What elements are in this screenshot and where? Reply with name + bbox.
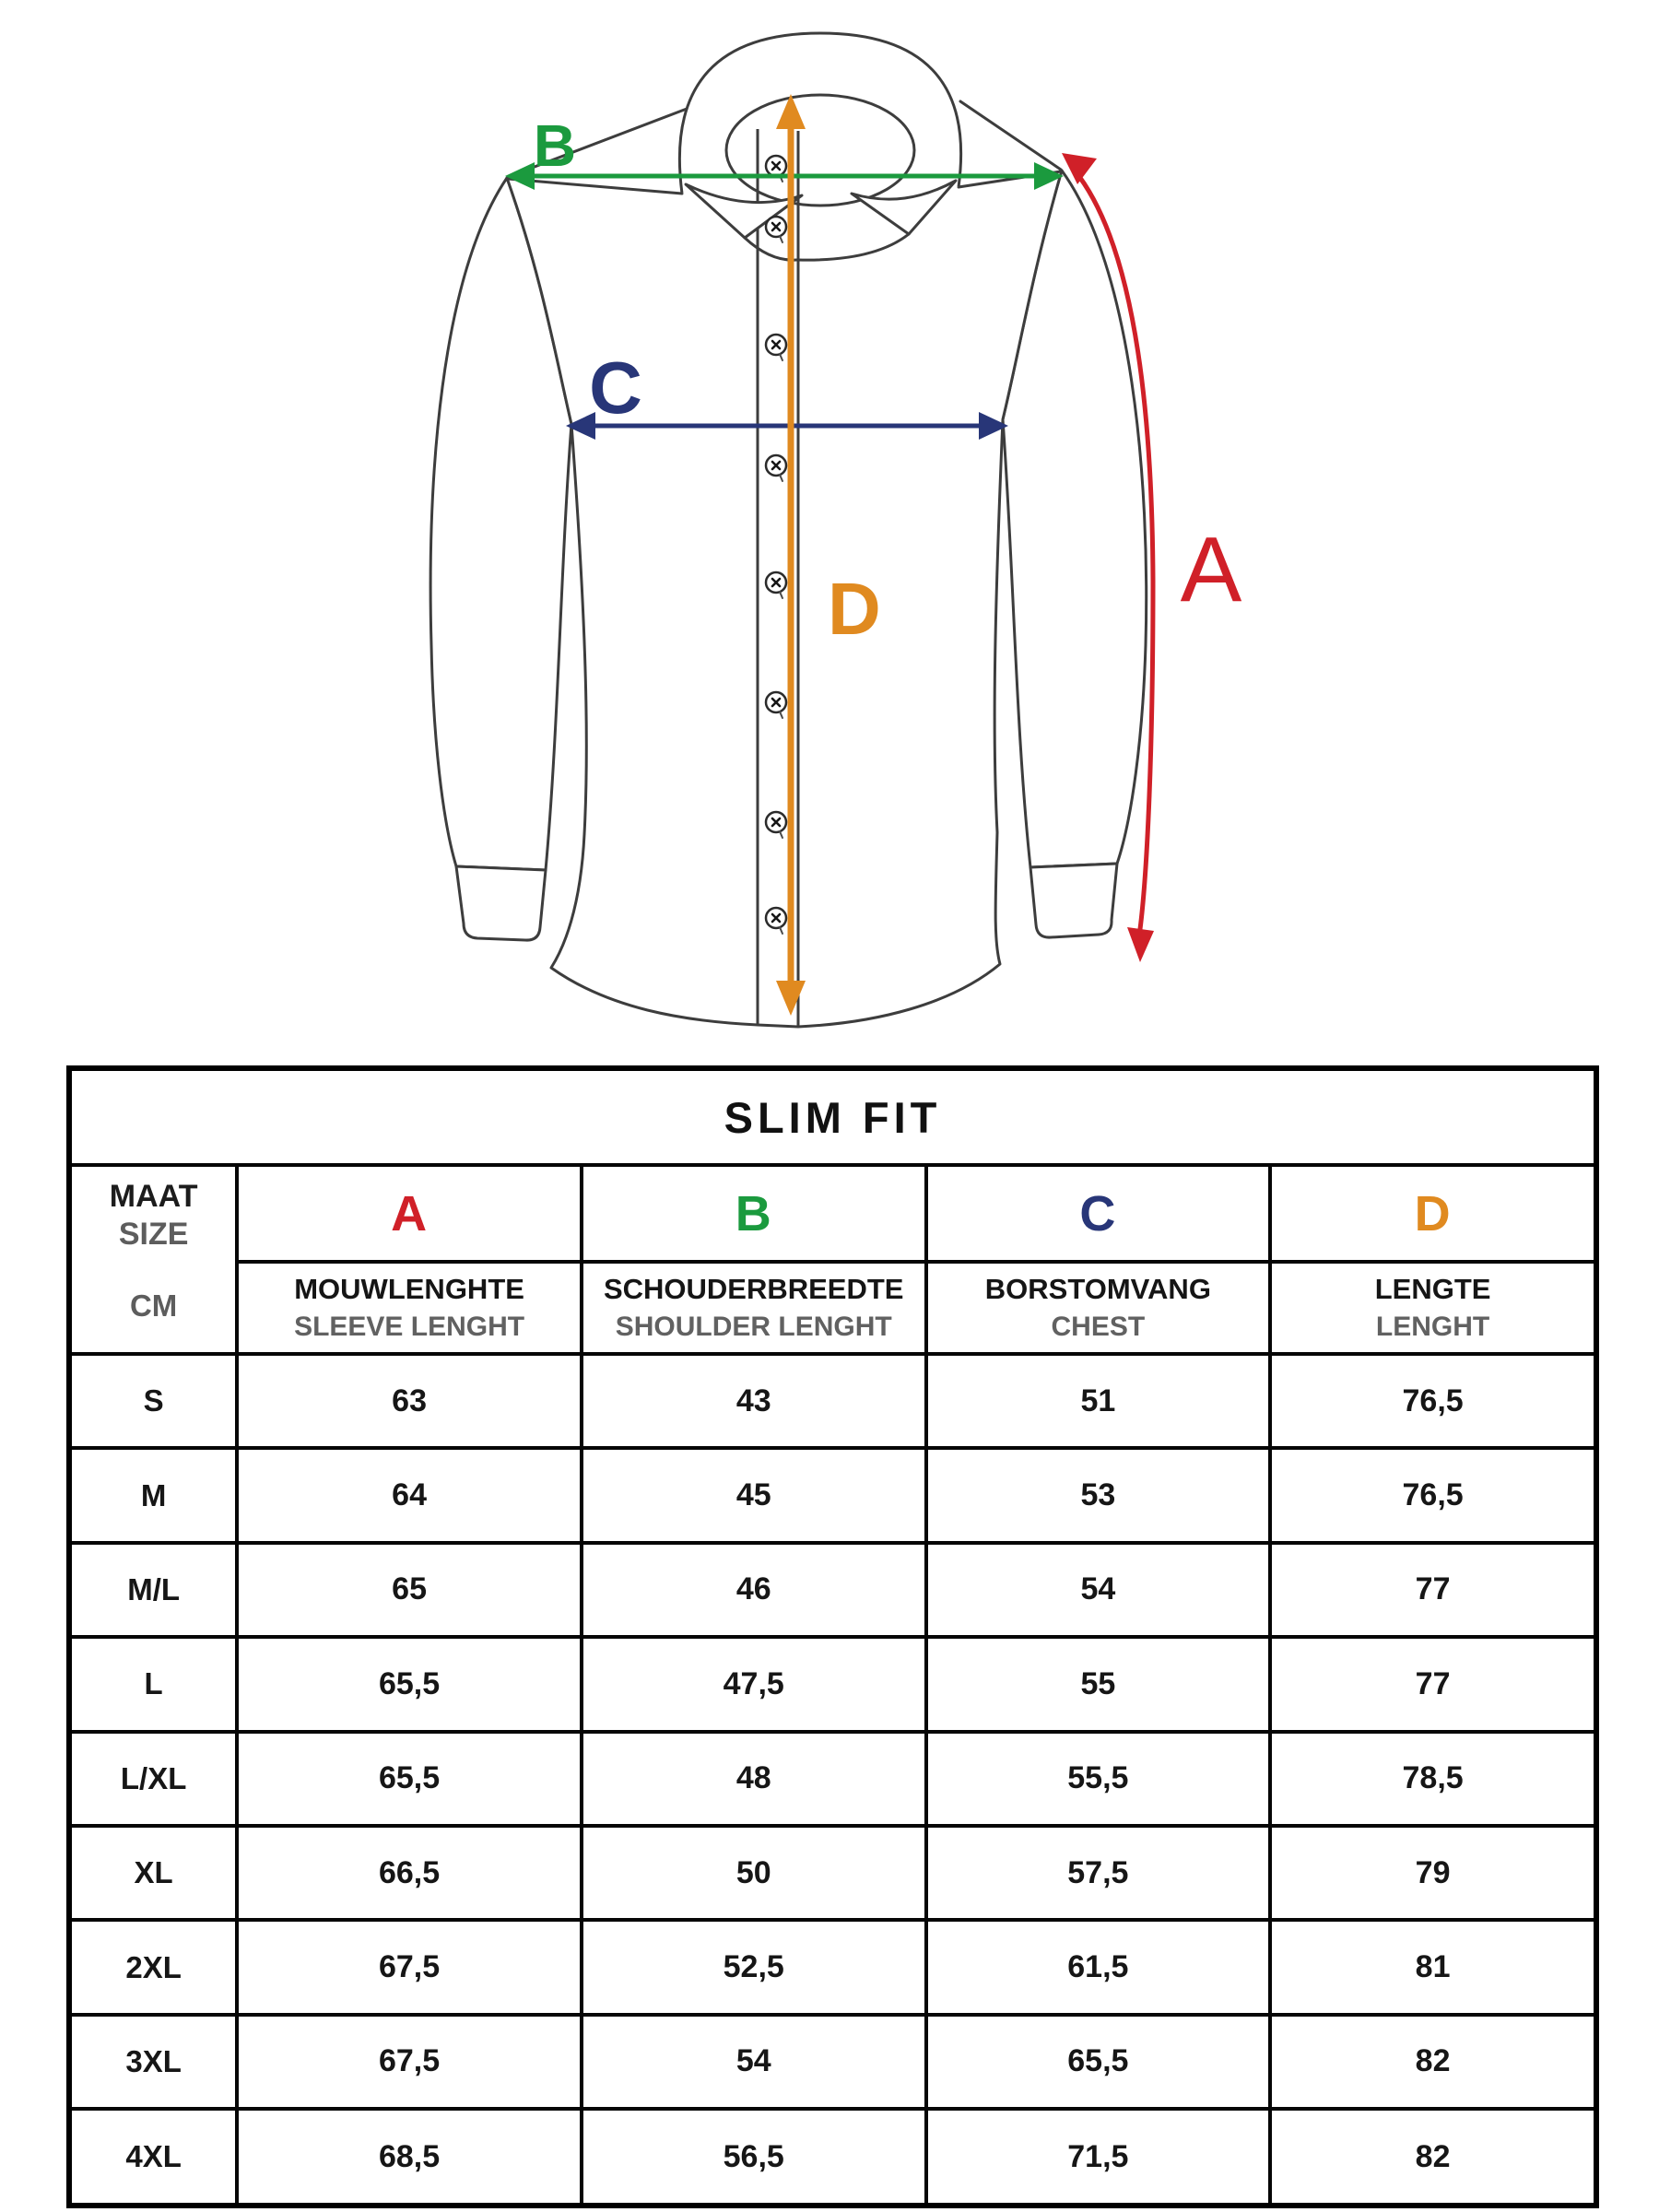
row-size: XL bbox=[69, 1826, 237, 1920]
column-label-b: SCHOUDERBREEDTE SHOULDER LENGHT bbox=[582, 1262, 926, 1354]
arrow-a-label: A bbox=[1180, 518, 1242, 621]
shirt-diagram-svg bbox=[0, 0, 1659, 1060]
table-row bbox=[69, 1448, 1596, 1542]
cell-value: 66,5 bbox=[237, 1826, 582, 1920]
cell-value: 65,5 bbox=[926, 2015, 1271, 2109]
shirt-diagram bbox=[0, 0, 1659, 1060]
size-header-maat: MAAT bbox=[109, 1179, 198, 1215]
table-row bbox=[69, 1826, 1596, 1920]
cell-value: 76,5 bbox=[1270, 1448, 1596, 1542]
cell-value: 77 bbox=[1270, 1543, 1596, 1637]
arrow-c-label: C bbox=[589, 347, 642, 429]
cell-value: 45 bbox=[582, 1448, 926, 1542]
column-label-a: MOUWLENGHTE SLEEVE LENGHT bbox=[237, 1262, 582, 1354]
shirt-left-cuff bbox=[456, 866, 546, 940]
cell-value: 82 bbox=[1270, 2109, 1596, 2206]
cell-value: 79 bbox=[1270, 1826, 1596, 1920]
table-title: SLIM FIT bbox=[69, 1068, 1596, 1165]
table-row bbox=[69, 1637, 1596, 1731]
cell-value: 76,5 bbox=[1270, 1354, 1596, 1448]
shirt-neck-opening bbox=[726, 95, 914, 206]
row-size: L bbox=[69, 1637, 237, 1731]
column-letter-c: C bbox=[926, 1165, 1271, 1262]
table-row bbox=[69, 2015, 1596, 2109]
size-header-unit: CM bbox=[129, 1288, 178, 1323]
table-row bbox=[69, 1354, 1596, 1448]
arrow-a-head-bottom bbox=[1127, 927, 1154, 962]
column-letter-a: A bbox=[237, 1165, 582, 1262]
row-size: S bbox=[69, 1354, 237, 1448]
cell-value: 53 bbox=[926, 1448, 1271, 1542]
table-row bbox=[69, 2109, 1596, 2206]
shirt-body-outline bbox=[507, 171, 1062, 1027]
arrow-b-label: B bbox=[533, 112, 577, 179]
cell-value: 61,5 bbox=[926, 1920, 1271, 2014]
cell-value: 65 bbox=[237, 1543, 582, 1637]
cell-value: 52,5 bbox=[582, 1920, 926, 2014]
arrow-d-label: D bbox=[828, 568, 881, 650]
row-size: 3XL bbox=[69, 2015, 237, 2109]
column-label-d: LENGTE LENGHT bbox=[1270, 1262, 1596, 1354]
cell-value: 48 bbox=[582, 1732, 926, 1826]
column-letter-b: B bbox=[582, 1165, 926, 1262]
row-size: 2XL bbox=[69, 1920, 237, 2014]
shirt-right-cuff bbox=[1030, 864, 1117, 937]
cell-value: 67,5 bbox=[237, 1920, 582, 2014]
cell-value: 65,5 bbox=[237, 1637, 582, 1731]
cell-value: 65,5 bbox=[237, 1732, 582, 1826]
row-size: M bbox=[69, 1448, 237, 1542]
cell-value: 82 bbox=[1270, 2015, 1596, 2109]
size-header-cell bbox=[69, 1165, 237, 1354]
table-row bbox=[69, 1732, 1596, 1826]
cell-value: 77 bbox=[1270, 1637, 1596, 1731]
cell-value: 47,5 bbox=[582, 1637, 926, 1731]
row-size: M/L bbox=[69, 1543, 237, 1637]
size-table bbox=[66, 1065, 1599, 2208]
cell-value: 54 bbox=[582, 2015, 926, 2109]
cell-value: 57,5 bbox=[926, 1826, 1271, 1920]
cell-value: 54 bbox=[926, 1543, 1271, 1637]
cell-value: 71,5 bbox=[926, 2109, 1271, 2206]
cell-value: 63 bbox=[237, 1354, 582, 1448]
cell-value: 55 bbox=[926, 1637, 1271, 1731]
row-size: L/XL bbox=[69, 1732, 237, 1826]
cell-value: 67,5 bbox=[237, 2015, 582, 2109]
cell-value: 81 bbox=[1270, 1920, 1596, 2014]
cell-value: 46 bbox=[582, 1543, 926, 1637]
cell-value: 55,5 bbox=[926, 1732, 1271, 1826]
cell-value: 43 bbox=[582, 1354, 926, 1448]
row-size: 4XL bbox=[69, 2109, 237, 2206]
cell-value: 51 bbox=[926, 1354, 1271, 1448]
size-header-size: SIZE bbox=[118, 1216, 189, 1252]
table-row bbox=[69, 1920, 1596, 2014]
column-label-c: BORSTOMVANG CHEST bbox=[926, 1262, 1271, 1354]
cell-value: 50 bbox=[582, 1826, 926, 1920]
cell-value: 78,5 bbox=[1270, 1732, 1596, 1826]
table-row bbox=[69, 1543, 1596, 1637]
cell-value: 56,5 bbox=[582, 2109, 926, 2206]
column-letter-d: D bbox=[1270, 1165, 1596, 1262]
cell-value: 64 bbox=[237, 1448, 582, 1542]
cell-value: 68,5 bbox=[237, 2109, 582, 2206]
